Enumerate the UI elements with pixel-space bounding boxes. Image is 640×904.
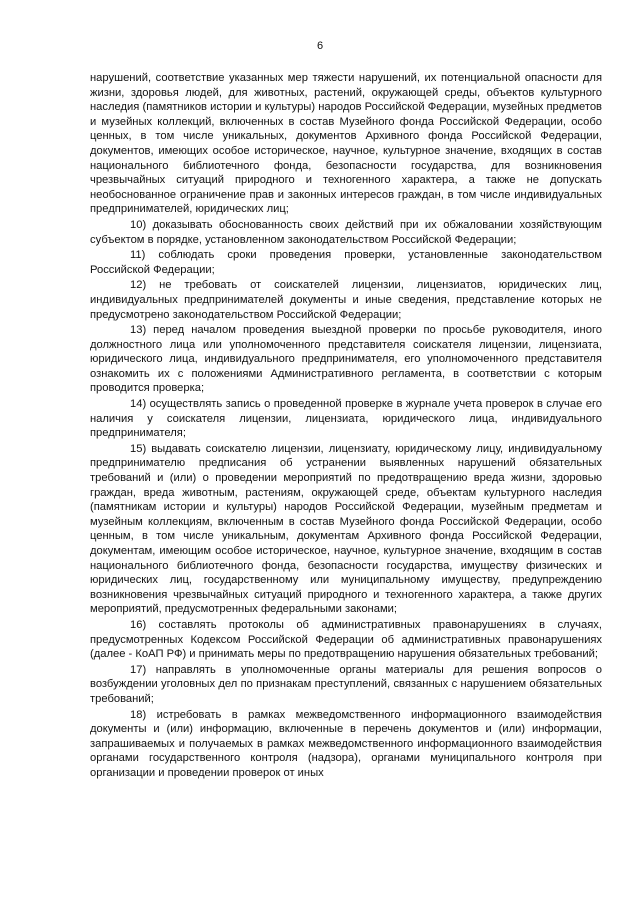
paragraph-item-15: 15) выдавать соискателю лицензии, лицензиату, юридическому лицу, индивидуальному предпринимателю предписания об устранении выявленных нарушений обязательных требований и (или) о проведении мероприятий по предотвращению вреда жизни, здоровью граждан, вреда животным, растениям, окружающей среде, объектам культурного наследия (памятникам истории и культуры) народов Российской Федерации, музейным предметам и музейным коллекциям, включенным в состав Музейного фонда Российской Федерации, особо ценным, в том числе уникальным, документам Архивного фонда Российской Федерации, документам, имеющим особое историческое, научное, культурное значение, входящим в состав национального библиотечного фонда, безопасности государства, имуществу физических и юридических лиц, государственному или муниципальному имуществу, предупреждению возникновения чрезвычайных ситуаций природного и техногенного характера, а также других мероприятий, предусмотренных федеральными законами; (90, 442, 602, 616)
paragraph-item-16: 16) составлять протоколы об административных правонарушениях в случаях, предусмотренных Кодексом Российской Федерации об административных правонарушениях (далее - КоАП РФ) и принимать меры по предотвращению нарушения обязательных требований; (90, 618, 602, 661)
paragraph-item-18: 18) истребовать в рамках межведомственного информационного взаимодействия документы и (или) информацию, включенные в перечень документов и (или) информации, запрашиваемых и получаемых в рамках межведомственного информационного взаимодействия органами государственного контроля (надзора), органами муниципального контроля при организации и проведении проверок от иных (90, 708, 602, 779)
paragraph-item-10: 10) доказывать обоснованность своих действий при их обжаловании хозяйствующим субъектом в порядке, установленном законодательством Российской Федерации; (90, 218, 602, 246)
page-number: 6 (316, 40, 324, 52)
paragraph-item-17: 17) направлять в уполномоченные органы материалы для решения вопросов о возбуждении уголовных дел по признакам преступлений, связанных с нарушением обязательных требований; (90, 663, 602, 705)
paragraph-item-14: 14) осуществлять запись о проведенной проверке в журнале учета проверок в случае его наличия у соискателя лицензии, лицензиата, юридического лица, индивидуального предпринимателя; (90, 398, 602, 440)
paragraph-item-12: 12) не требовать от соискателей лицензии, лицензиатов, юридических лиц, индивидуальных предпринимателей документы и иные сведения, представление которых не предусмотрено законодательством Российской Федерации; (90, 279, 602, 321)
paragraph-item-11: 11) соблюдать сроки проведения проверки, установленные законодательством Российской Федерации; (90, 249, 602, 276)
paragraph-item-13: 13) перед началом проведения выездной проверки по просьбе руководителя, иного должностного лица или уполномоченного представителя соискателя лицензии, лицензиата, юридического лица, индивидуального предпринимателя, его уполномоченного представителя ознакомить их с положениями Административного регламента, в соответствии с которым проводится проверка; (90, 324, 602, 395)
document-body (90, 71, 602, 782)
paragraph-continuation: нарушений, соответствие указанных мер тяжести нарушений, их потенциальной опасности для жизни, здоровья людей, для животных, растений, окружающей среды, объектов культурного наследия (памятников истории и культуры) народов Российской Федерации, музейных предметов и музейных коллекций, включенных в состав Музейного фонда Российской Федерации, особо ценных, в том числе уникальных, документов Архивного фонда Российской Федерации, документов, имеющих особое историческое, научное, культурное значение, входящих в состав национального библиотечного фонда, безопасности государства, для возникновения чрезвычайных ситуаций природного и техногенного характера, а также не допускать необоснованное ограничение прав и законных интересов граждан, в том числе индивидуальных предпринимателей, юридических лиц; (90, 72, 602, 216)
